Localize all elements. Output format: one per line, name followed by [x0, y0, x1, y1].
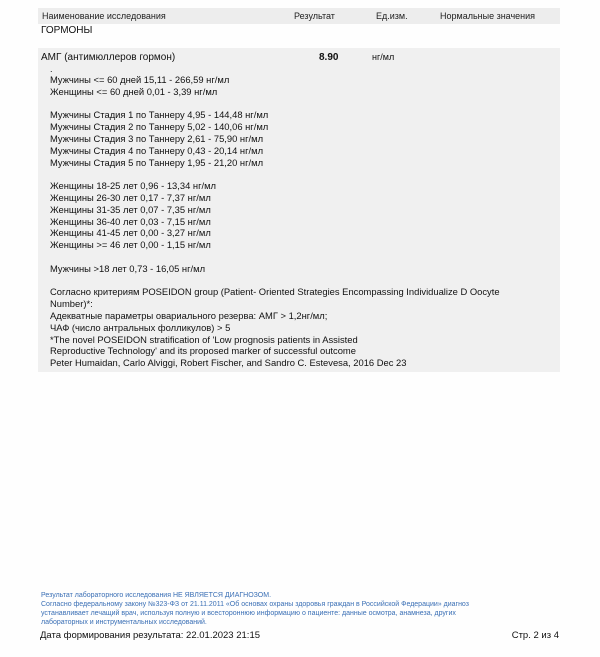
reference-line: Женщины 18-25 лет 0,96 - 13,34 нг/мл — [50, 180, 217, 192]
disclaimer-line: лабораторных и инструментальных исследований. — [41, 619, 207, 626]
reference-line: Мужчины Стадия 4 по Таннеру 0,43 - 20,14 нг/мл — [50, 144, 264, 156]
test-unit: нг/мл — [372, 52, 395, 62]
test-name: АМГ (антимюллеров гормон) — [41, 52, 176, 63]
disclaimer — [41, 591, 561, 627]
header-result: Результат — [294, 11, 335, 21]
reference-line: Мужчины Стадия 3 по Таннеру 2,61 - 75,90 нг/мл — [50, 132, 264, 144]
reference-line: Женщины 36-40 лет 0,03 - 7,15 нг/мл — [50, 215, 211, 227]
disclaimer-line: Результат лабораторного исследования НЕ ЯВЛЯЕТСЯ ДИАГНОЗОМ. — [41, 592, 272, 599]
reference-line: Мужчины Стадия 1 по Таннеру 4,95 - 144,48 нг/мл — [50, 109, 269, 121]
disclaimer-line: устанавливает лечащий врач, используя полную и всестороннюю информацию о пациенте: данные осмотра, анамнеза, других — [41, 610, 456, 617]
reference-line: Женщины 26-30 лет 0,17 - 7,37 нг/мл — [50, 191, 211, 203]
dot-marker: . — [50, 64, 53, 74]
reference-line: Мужчины Стадия 5 по Таннеру 1,95 - 21,20 нг/мл — [50, 156, 264, 168]
reference-line: *The novel POSEIDON stratification of 'Low prognosis patients in Assisted — [50, 333, 358, 345]
generated-date: Дата формирования результата: 22.01.2023 21:15 — [40, 630, 261, 641]
reference-line: Женщины <= 60 дней 0,01 - 3,39 нг/мл — [50, 85, 218, 97]
reference-line: Мужчины <= 60 дней 15,11 - 266,59 нг/мл — [50, 74, 230, 85]
reference-line: Мужчины Стадия 2 по Таннеру 5,02 - 140,06 нг/мл — [50, 121, 269, 133]
header-test-name: Наименование исследования — [42, 11, 166, 21]
reference-line: Reproductive Technology' and its proposed marker of successful outcome — [50, 345, 356, 357]
reference-line: Женщины 31-35 лет 0,07 - 7,35 нг/мл — [50, 203, 211, 215]
reference-line: Женщины 41-45 лет 0,00 - 3,27 нг/мл — [50, 227, 211, 239]
group-spacer — [50, 168, 555, 180]
section-title: ГОРМОНЫ — [41, 25, 93, 36]
reference-line: Мужчины >18 лет 0,73 - 16,05 нг/мл — [50, 262, 206, 274]
test-value: 8.90 — [319, 52, 339, 63]
reference-line: Number)*: — [50, 298, 93, 310]
reference-line: Peter Humaidan, Carlo Alviggi, Robert Fischer, and Sandro C. Estevesa, 2016 Dec 23 — [50, 357, 407, 369]
disclaimer-line: Согласно федеральному закону №323-ФЗ от 21.11.2011 «Об основах охраны здоровья граждан в Российской Федерации» диагноз — [41, 601, 469, 608]
table-header — [38, 8, 560, 24]
reference-values — [50, 74, 555, 369]
group-spacer — [50, 275, 555, 287]
header-unit: Ед.изм. — [376, 11, 408, 21]
reference-line: Согласно критериям POSEIDON group (Patient- Oriented Strategies Encompassing Individualize D Oocyte — [50, 286, 500, 298]
group-spacer — [50, 251, 555, 263]
header-norm: Нормальные значения — [440, 11, 536, 21]
reference-line: ЧАФ (число антральных фолликулов) > 5 — [50, 321, 231, 333]
reference-line: Женщины >= 46 лет 0,00 - 1,15 нг/мл — [50, 239, 211, 251]
page-number: Стр. 2 из 4 — [511, 630, 559, 641]
group-spacer — [50, 98, 555, 110]
reference-line: Адекватные параметры овариального резерва: АМГ > 1,2нг/мл; — [50, 309, 328, 321]
test-result-row — [38, 48, 560, 372]
